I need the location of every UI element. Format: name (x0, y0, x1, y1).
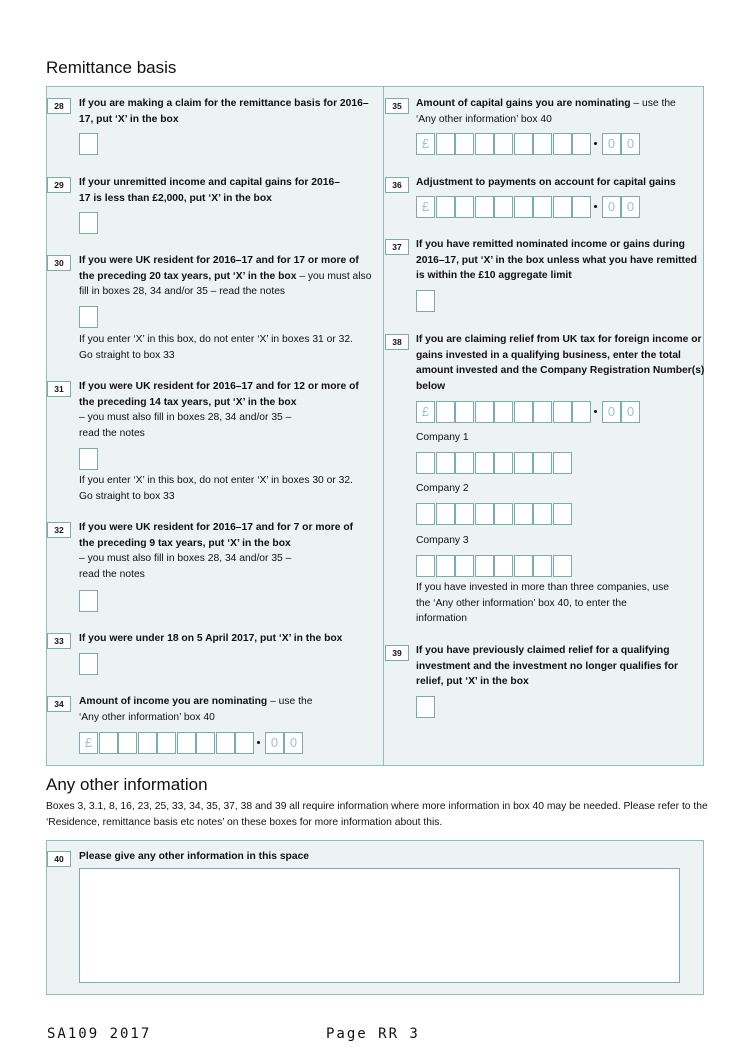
column-divider (383, 86, 384, 766)
crn-cell[interactable] (475, 452, 494, 474)
crn-cell[interactable] (533, 555, 552, 577)
digit-cell[interactable] (157, 732, 176, 754)
company-3-label: Company 3 (416, 535, 469, 546)
crn-cell[interactable] (514, 503, 533, 525)
box-number-33: 33 (47, 633, 71, 649)
crn-cell[interactable] (533, 503, 552, 525)
footer-page-number: Page RR 3 (326, 1026, 420, 1042)
digit-cell[interactable] (216, 732, 235, 754)
pound-sign: £ (79, 732, 98, 754)
pence-zero: 0 (602, 401, 621, 423)
amount-field-36[interactable] (416, 196, 646, 218)
question-29-text: If your unremitted income and capital gains for 2016–17 is less than £2,000, put ‘X’ in the box (79, 177, 340, 204)
other-information-textarea[interactable] (79, 868, 680, 983)
pound-sign: £ (416, 196, 435, 218)
crn-cell[interactable] (494, 503, 513, 525)
checkbox-39[interactable] (416, 696, 435, 718)
decimal-point (594, 410, 597, 413)
crn-cell[interactable] (436, 555, 455, 577)
section-title-other-information: Any other information (46, 775, 208, 794)
pound-sign: £ (416, 401, 435, 423)
digit-cell[interactable] (553, 196, 572, 218)
digit-cell[interactable] (475, 196, 494, 218)
digit-cell[interactable] (553, 133, 572, 155)
digit-cell[interactable] (572, 401, 591, 423)
box-number-32: 32 (47, 522, 71, 538)
amount-field-34[interactable] (79, 732, 309, 754)
box-number-35: 35 (385, 98, 409, 114)
digit-cell[interactable] (572, 196, 591, 218)
crn-cell[interactable] (475, 555, 494, 577)
question-34-text: Amount of income you are nominating – use the ‘Any other information’ box 40 (79, 696, 313, 723)
crn-cell[interactable] (514, 555, 533, 577)
section-title-remittance: Remittance basis (46, 58, 177, 77)
digit-cell[interactable] (196, 732, 215, 754)
other-information-intro: Boxes 3, 3.1, 8, 16, 23, 25, 33, 34, 35, 37, 38 and 39 all require information where more information in box 40 may be needed. Please refer to the ‘Residence, remittance basis etc notes’ on these boxes for more information about this. (46, 801, 708, 828)
company-1-registration-field[interactable] (416, 452, 576, 474)
company-3-registration-field[interactable] (416, 555, 576, 577)
crn-cell[interactable] (494, 555, 513, 577)
digit-cell[interactable] (514, 196, 533, 218)
digit-cell[interactable] (553, 401, 572, 423)
question-33-text: If you were under 18 on 5 April 2017, put ‘X’ in the box (79, 633, 343, 644)
checkbox-29[interactable] (79, 212, 98, 234)
crn-cell[interactable] (553, 503, 572, 525)
question-35-text: Amount of capital gains you are nominating – use the ‘Any other information’ box 40 (416, 98, 676, 125)
crn-cell[interactable] (436, 503, 455, 525)
digit-cell[interactable] (436, 401, 455, 423)
digit-cell[interactable] (436, 196, 455, 218)
digit-cell[interactable] (475, 401, 494, 423)
company-2-registration-field[interactable] (416, 503, 576, 525)
box-number-34: 34 (47, 696, 71, 712)
checkbox-28[interactable] (79, 133, 98, 155)
question-28-text: If you are making a claim for the remittance basis for 2016–17, put ‘X’ in the box (79, 98, 369, 125)
question-39-text: If you have previously claimed relief for a qualifying investment and the investment no longer qualifies for relief, put ‘X’ in the box (416, 645, 679, 688)
question-31-text: If you were UK resident for 2016–17 and for 12 or more of the preceding 14 tax years, put ‘X’ in the box – you must also fill in boxes 28, 34 and/or 35 – read the notes (79, 381, 359, 439)
digit-cell[interactable] (533, 401, 552, 423)
question-32-text: If you were UK resident for 2016–17 and for 7 or more of the preceding 9 tax years, put ‘X’ in the box – you must also fill in boxes 28, 34 and/or 35 – read the notes (79, 522, 354, 580)
question-30-text: If you were UK resident for 2016–17 and for 17 or more of the preceding 20 tax years, put ‘X’ in the box – you must also fill in boxes 28, 34 and/or 35 – read the notes (79, 255, 372, 298)
crn-cell[interactable] (553, 452, 572, 474)
question-31-note: If you enter ‘X’ in this box, do not enter ‘X’ in boxes 30 or 32. Go straight to box 33 (79, 475, 353, 502)
crn-cell[interactable] (455, 503, 474, 525)
decimal-point (594, 205, 597, 208)
box-number-38: 38 (385, 334, 409, 350)
checkbox-30[interactable] (79, 306, 98, 328)
crn-cell[interactable] (416, 555, 435, 577)
amount-field-35[interactable] (416, 133, 646, 155)
box-number-31: 31 (47, 381, 71, 397)
crn-cell[interactable] (553, 555, 572, 577)
pence-zero: 0 (621, 401, 640, 423)
box-number-40: 40 (47, 851, 71, 867)
digit-cell[interactable] (455, 196, 474, 218)
crn-cell[interactable] (416, 452, 435, 474)
checkbox-37[interactable] (416, 290, 435, 312)
question-36-text: Adjustment to payments on account for capital gains (416, 177, 676, 188)
digit-cell[interactable] (533, 133, 552, 155)
amount-field-38[interactable] (416, 401, 646, 423)
digit-cell[interactable] (572, 133, 591, 155)
crn-cell[interactable] (475, 503, 494, 525)
question-38-note: If you have invested in more than three companies, use the ‘Any other information’ box 40, to enter the information (416, 582, 669, 625)
digit-cell[interactable] (436, 133, 455, 155)
digit-cell[interactable] (494, 133, 513, 155)
crn-cell[interactable] (494, 452, 513, 474)
pence-zero: 0 (602, 133, 621, 155)
question-40-text: Please give any other information in this space (79, 851, 310, 862)
question-38-text: If you are claiming relief from UK tax for foreign income or gains invested in a qualifying business, enter the total amount invested and the Company Registration Number(s) below (416, 334, 705, 392)
box-number-39: 39 (385, 645, 409, 661)
pence-zero: 0 (284, 732, 303, 754)
checkbox-32[interactable] (79, 590, 98, 612)
question-37-text: If you have remitted nominated income or gains during 2016–17, put ‘X’ in the box unless what you have remitted is within the £10 aggregate limit (416, 239, 697, 282)
digit-cell[interactable] (514, 401, 533, 423)
box-number-29: 29 (47, 177, 71, 193)
crn-cell[interactable] (416, 503, 435, 525)
digit-cell[interactable] (494, 196, 513, 218)
crn-cell[interactable] (436, 452, 455, 474)
crn-cell[interactable] (533, 452, 552, 474)
decimal-point (257, 741, 260, 744)
crn-cell[interactable] (455, 452, 474, 474)
digit-cell[interactable] (475, 133, 494, 155)
digit-cell[interactable] (177, 732, 196, 754)
digit-cell[interactable] (235, 732, 254, 754)
box-number-30: 30 (47, 255, 71, 271)
digit-cell[interactable] (118, 732, 137, 754)
company-2-label: Company 2 (416, 483, 469, 494)
digit-cell[interactable] (99, 732, 118, 754)
digit-cell[interactable] (138, 732, 157, 754)
box-number-37: 37 (385, 239, 409, 255)
company-1-label: Company 1 (416, 432, 469, 443)
question-30-note: If you enter ‘X’ in this box, do not enter ‘X’ in boxes 31 or 32. Go straight to box 33 (79, 334, 353, 361)
box-number-36: 36 (385, 177, 409, 193)
crn-cell[interactable] (455, 555, 474, 577)
box-number-28: 28 (47, 98, 71, 114)
pence-zero: 0 (621, 196, 640, 218)
crn-cell[interactable] (514, 452, 533, 474)
decimal-point (594, 142, 597, 145)
pence-zero: 0 (621, 133, 640, 155)
checkbox-31[interactable] (79, 448, 98, 470)
checkbox-33[interactable] (79, 653, 98, 675)
digit-cell[interactable] (514, 133, 533, 155)
digit-cell[interactable] (455, 401, 474, 423)
pound-sign: £ (416, 133, 435, 155)
digit-cell[interactable] (455, 133, 474, 155)
digit-cell[interactable] (494, 401, 513, 423)
pence-zero: 0 (265, 732, 284, 754)
pence-zero: 0 (602, 196, 621, 218)
digit-cell[interactable] (533, 196, 552, 218)
footer-form-id: SA109 2017 (47, 1026, 152, 1042)
